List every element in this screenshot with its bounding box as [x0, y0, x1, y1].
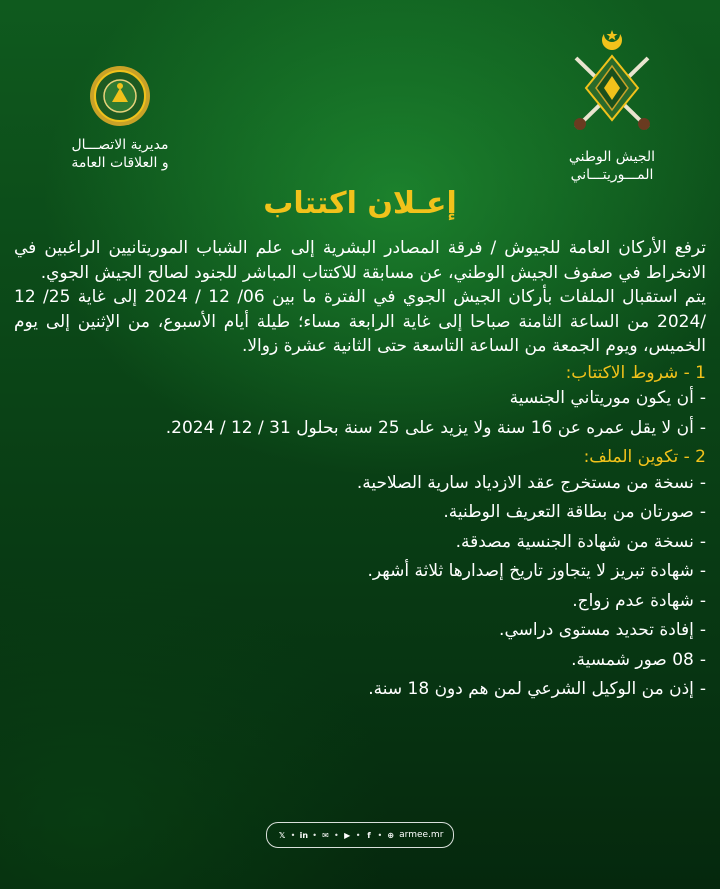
directorate-name-line2: و العلاقات العامة	[71, 155, 169, 171]
army-name	[552, 148, 672, 184]
list-item-text: شهادة تبريز لا يتجاوز تاريخ إصدارها ثلاثة أشهر.	[367, 561, 694, 581]
list-item: -صورتان من بطاقة التعريف الوطنية.	[443, 502, 706, 522]
email-icon[interactable]: ✉	[322, 830, 329, 840]
schedule-paragraph: يتم استقبال الملفات بأركان الجيش الجوي في الفترة ما بين 06/ 12 / 2024 إلى غاية 25/ 12 /2024 من الساعة الثامنة صباحا إلى غاية الرابعة مساء؛ طيلة أيام الأسبوع، من الإثنين إلى يوم الخميس، ويوم الجمعة من الساعة التاسعة حتى الثانية عشرة زوالا.	[14, 287, 706, 356]
announcement-body	[14, 236, 706, 707]
list-item: -شهادة تبريز لا يتجاوز تاريخ إصدارها ثلاثة أشهر.	[367, 561, 706, 581]
national-army-logo	[552, 28, 672, 184]
youtube-icon[interactable]: ▶	[344, 830, 351, 840]
directorate-emblem-icon	[88, 64, 152, 128]
facebook-icon[interactable]: f	[367, 830, 371, 840]
x-icon[interactable]: 𝕏	[278, 830, 286, 840]
army-emblem-icon	[566, 28, 658, 140]
list-item-text: نسخة من شهادة الجنسية مصدقة.	[455, 531, 694, 552]
list-item: -نسخة من مستخرج عقد الازدياد سارية الصلاحية.	[356, 472, 706, 493]
list-item: -إفادة تحديد مستوى دراسي.	[499, 620, 706, 640]
list-item-text: صورتان من بطاقة التعريف الوطنية.	[443, 502, 694, 522]
web-icon[interactable]: ⊕	[387, 830, 395, 840]
army-name-line1: الجيش الوطني	[568, 149, 656, 165]
list-item: -أن يكون موريتاني الجنسية	[509, 388, 706, 408]
list-item-text: أن لا يقل عمره عن 16 سنة ولا يزيد على 25 سنة بحلول 31 / 12 / 2024.	[165, 417, 694, 438]
list-item: -إذن من الوكيل الشرعي لمن هم دون 18 سنة.	[368, 679, 706, 699]
list-item-text: 08 صور شمسية.	[571, 649, 694, 670]
list-item: -08 صور شمسية.	[571, 649, 706, 670]
list-item-text: نسخة من مستخرج عقد الازدياد سارية الصلاحية.	[356, 472, 694, 493]
list-item-text: إذن من الوكيل الشرعي لمن هم دون 18 سنة.	[368, 679, 694, 699]
list-item-text: أن يكون موريتاني الجنسية	[509, 388, 694, 408]
directorate-name-line1: مديرية الاتصـــال	[71, 137, 169, 153]
website-link[interactable]: armee.mr	[399, 830, 444, 840]
linkedin-icon[interactable]: in	[299, 830, 309, 840]
list-item: -شهادة عدم زواج.	[572, 590, 706, 611]
intro-paragraph: ترفع الأركان العامة للجيوش / فرقة المصادر البشرية إلى علم الشباب الموريتانيين الراغبين في الانخراط في صفوف الجيش الوطني، عن مسابقة للاكتتاب المباشر للجنود لصالح الجيش الجوي.	[14, 238, 706, 283]
list-item-text: إفادة تحديد مستوى دراسي.	[499, 620, 694, 640]
directorate-name	[60, 136, 180, 172]
directorate-logo	[60, 64, 180, 172]
section-file-title: 2 - تكوين الملف:	[583, 447, 706, 467]
list-item: -أن لا يقل عمره عن 16 سنة ولا يزيد على 25 سنة بحلول 31 / 12 / 2024.	[165, 417, 706, 438]
announcement-title: إعـلان اكتتاب	[263, 186, 457, 221]
section-conditions-title: 1 - شروط الاكتتاب:	[565, 362, 706, 383]
list-item-text: شهادة عدم زواج.	[572, 590, 694, 611]
army-name-line2: المـــوريتـــاني	[570, 167, 654, 183]
social-footer: 𝕏 • in • ✉ • ▶ • f • ⊕ armee.mr	[266, 822, 454, 848]
list-item: -نسخة من شهادة الجنسية مصدقة.	[455, 531, 706, 552]
